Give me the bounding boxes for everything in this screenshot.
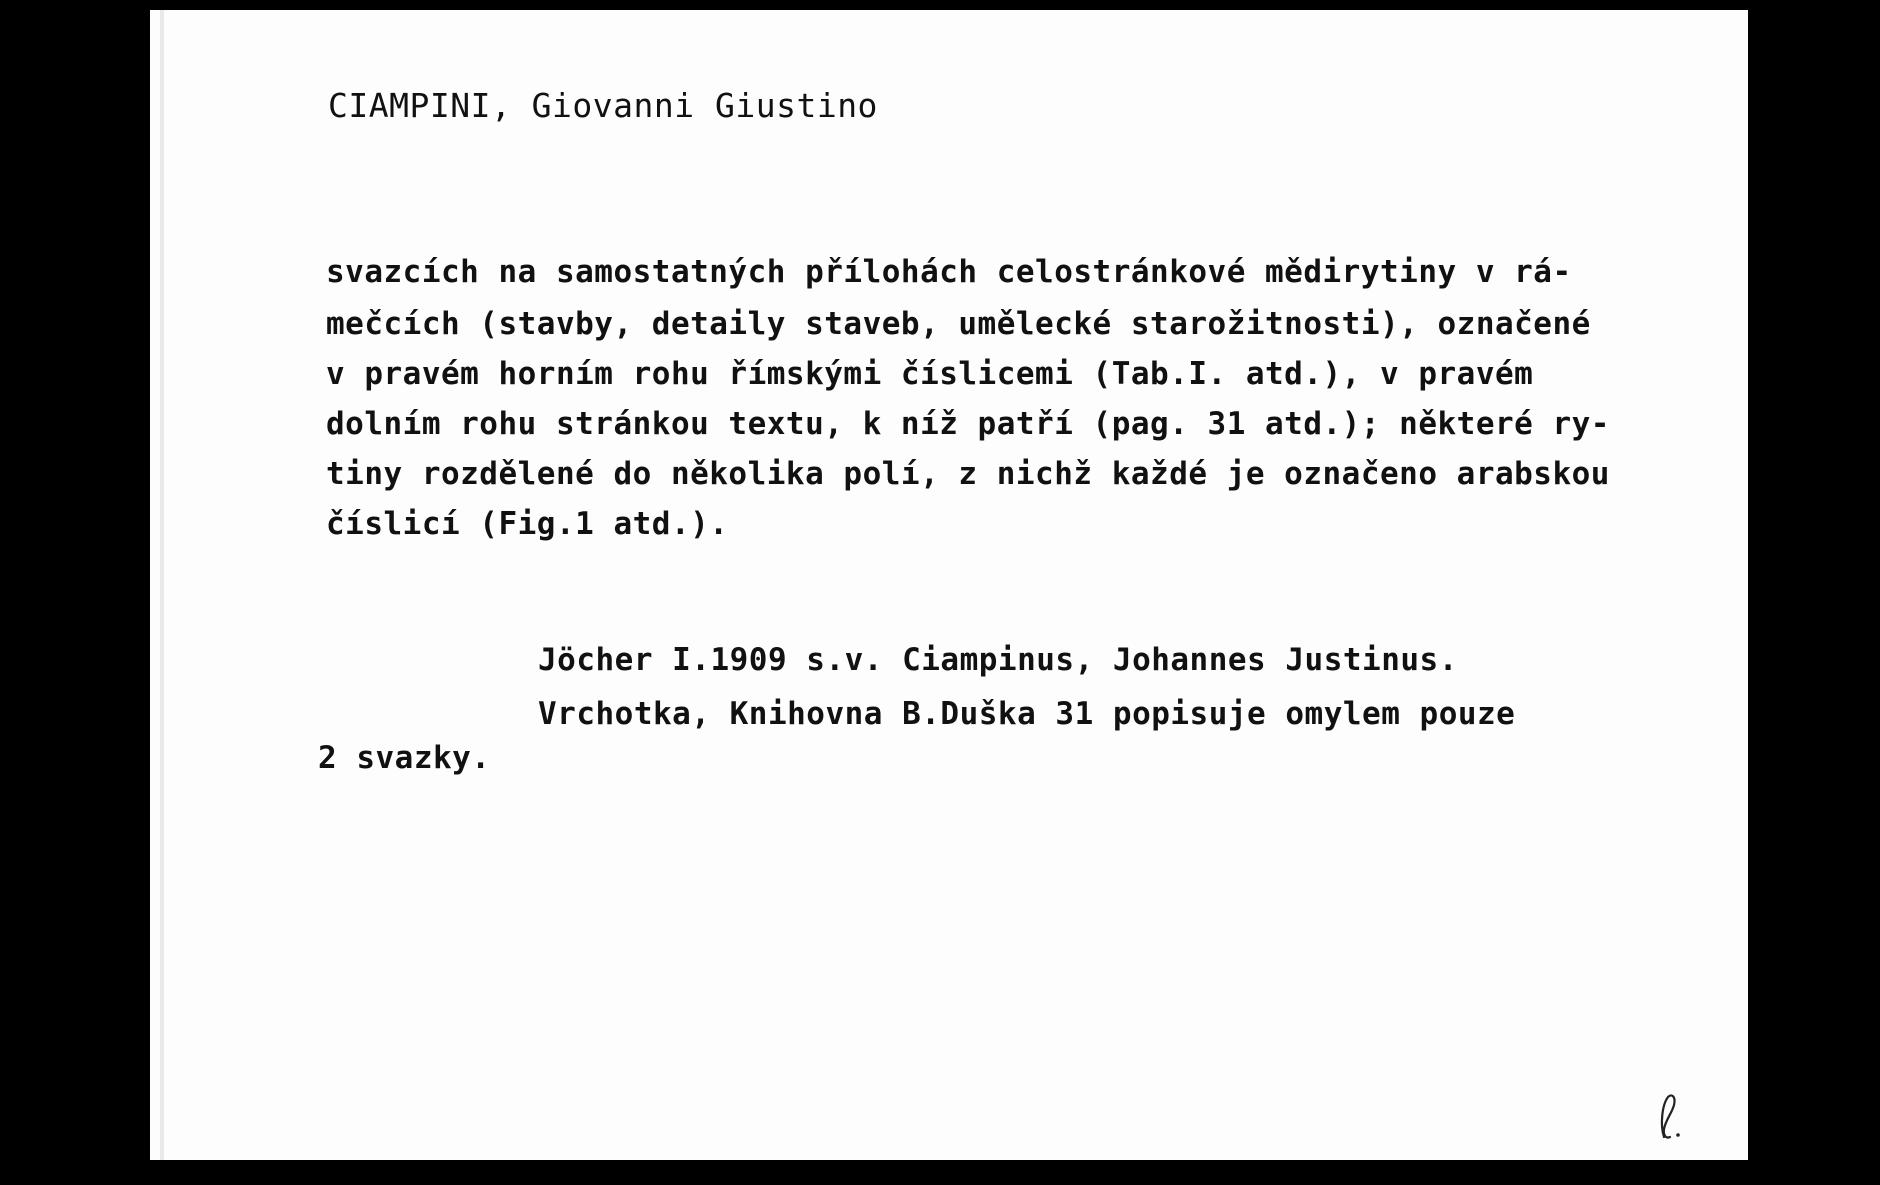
body-line-3: v pravém horním rohu římskými číslicemi (Tab.I. atd.), v pravém: [326, 356, 1534, 392]
index-card: [150, 10, 1748, 1160]
handwritten-mark-icon: [1650, 1085, 1690, 1145]
card-edge: [160, 10, 164, 1160]
reference-line-2: Vrchotka, Knihovna B.Duška 31 popisuje omylem pouze: [538, 696, 1516, 732]
body-line-2: mečcích (stavby, detaily staveb, umělecké starožitnosti), označené: [326, 306, 1591, 342]
body-line-5: tiny rozdělené do několika polí, z nichž každé je označeno arabskou: [326, 456, 1610, 492]
card-heading: CIAMPINI, Giovanni Giustino: [328, 86, 878, 125]
reference-line-3: 2 svazky.: [318, 740, 491, 776]
reference-line-1: Jöcher I.1909 s.v. Ciampinus, Johannes Justinus.: [538, 642, 1458, 678]
body-line-6: číslicí (Fig.1 atd.).: [326, 506, 729, 542]
body-line-4: dolním rohu stránkou textu, k níž patří (pag. 31 atd.); některé ry-: [326, 406, 1610, 442]
body-line-1: svazcích na samostatných přílohách celostránkové mědirytiny v rá-: [326, 254, 1572, 290]
